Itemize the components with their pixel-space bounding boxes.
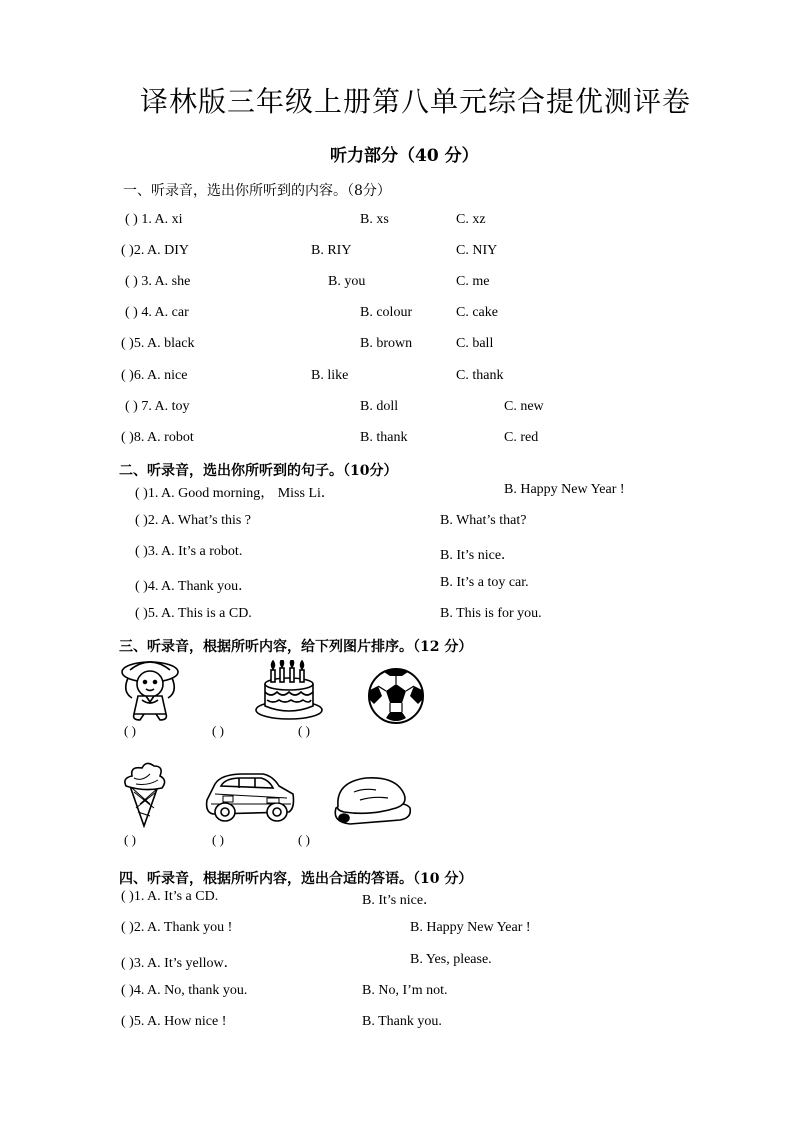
s4-q2: ( )2. A. Thank you ! <box>121 920 233 935</box>
s1-q8-c: C. red <box>504 430 539 445</box>
girl-icon <box>116 656 186 722</box>
s1-q4: ( ) 4. A. car <box>125 305 189 320</box>
s1-q5-b: B. brown <box>360 336 413 351</box>
s2-q3: ( )3. A. It’s a robot. <box>135 544 243 559</box>
s1-q6: ( )6. A. nice <box>121 368 188 383</box>
s1-q2-c: C. NIY <box>456 243 498 258</box>
s2-q4-b: B. It’s a toy car. <box>440 575 529 590</box>
s1-q3-c: C. me <box>456 274 490 289</box>
s1-q8-b: B. thank <box>360 430 408 445</box>
section-2-heading: 二、听录音，选出你所听到的句子。（10分） <box>119 463 398 479</box>
s2-q4: ( )4. A. Thank you． <box>135 579 253 594</box>
answer-paren: ( ) <box>124 723 136 738</box>
section-1-heading: 一、听录音，选出你所听到的内容。（8分） <box>123 183 391 199</box>
s2-q1: ( )1. A. Good morning， Miss Li． <box>135 486 335 501</box>
s1-q5: ( )5. A. black <box>121 336 195 351</box>
answer-paren: ( ) <box>124 832 136 847</box>
s2-q2-b: B. What’s that? <box>440 513 527 528</box>
s4-q4: ( )4. A. No, thank you. <box>121 983 248 998</box>
s1-q4-c: C. cake <box>456 305 498 320</box>
s2-q2: ( )2. A. What’s this ? <box>135 513 252 528</box>
bread-icon <box>330 772 414 828</box>
s4-q5: ( )5. A. How nice ! <box>121 1014 227 1029</box>
answer-paren: ( ) <box>298 832 310 847</box>
s2-q5-b: B. This is for you. <box>440 606 542 621</box>
s1-q4-b: B. colour <box>360 305 413 320</box>
section-4-heading: 四、听录音，根据所听内容，选出合适的答语。（10 分） <box>119 871 473 887</box>
s1-q1-c: C. xz <box>456 212 486 227</box>
birthday-cake-icon <box>253 660 325 722</box>
s4-q1: ( )1. A. It’s a CD. <box>121 889 219 904</box>
s1-q7: ( ) 7. A. toy <box>125 399 190 414</box>
s1-q7-b: B. doll <box>360 399 399 414</box>
s4-q2-b: B. Happy New Year ! <box>410 920 531 935</box>
s2-q3-b: B. It’s nice． <box>440 548 516 563</box>
s1-q2-b: B. RIY <box>311 243 352 258</box>
s1-q1: ( ) 1. A. xi <box>125 212 183 227</box>
answer-paren: ( ) <box>212 723 224 738</box>
s2-q5: ( )5. A. This is a CD. <box>135 606 252 621</box>
s1-q2: ( )2. A. DIY <box>121 243 190 258</box>
s4-q3: ( )3. A. It’s yellow． <box>121 956 238 971</box>
s1-q1-b: B. xs <box>360 212 389 227</box>
s1-q6-b: B. like <box>311 368 349 383</box>
soccer-ball-icon <box>366 668 426 724</box>
s1-q3: ( ) 3. A. she <box>125 274 191 289</box>
ice-cream-icon <box>120 760 170 828</box>
s4-q5-b: B. Thank you. <box>362 1014 442 1029</box>
s4-q3-b: B. Yes, please. <box>410 952 492 967</box>
s1-q3-b: B. you <box>328 274 366 289</box>
s1-q5-c: C. ball <box>456 336 494 351</box>
car-icon <box>203 770 297 826</box>
answer-paren: ( ) <box>212 832 224 847</box>
section-subtitle: 听力部分（40 分） <box>330 146 479 166</box>
page-title: 译林版三年级上册第八单元综合提优测评卷 <box>140 85 692 118</box>
section-3-heading: 三、听录音，根据所听内容，给下列图片排序。（12 分） <box>119 639 473 655</box>
answer-paren: ( ) <box>298 723 310 738</box>
s1-q6-c: C. thank <box>456 368 504 383</box>
s4-q1-b: B. It’s nice． <box>362 893 438 908</box>
s1-q7-c: C. new <box>504 399 544 414</box>
s1-q8: ( )8. A. robot <box>121 430 194 445</box>
s4-q4-b: B. No, I’m not. <box>362 983 448 998</box>
s2-q1-b: B. Happy New Year ! <box>504 482 625 497</box>
